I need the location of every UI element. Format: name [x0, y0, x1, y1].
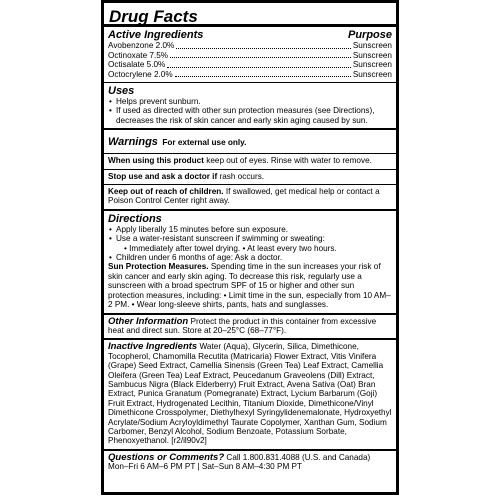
directions-children: • Children under 6 months of age: Ask a doctor. — [108, 253, 392, 262]
directions-sub-items: • Immediately after towel drying. • At least every two hours. — [124, 243, 337, 253]
when-using-section — [104, 154, 396, 169]
ingredient-name: Octocrylene 2.0% — [108, 69, 173, 79]
questions-line-1 — [108, 453, 392, 462]
stop-use-label: Stop use and ask a doctor if — [108, 171, 218, 181]
spm-text: Spending time in the sun increases your risk of skin cancer and early skin aging. To decrease this risk, regularly use a sunscreen with a broad spectrum SPF of 15 or higher and other sun protection measures, including: • Limit time in the sun, especially from 10 AM–2 PM. • Wear long-sleeve shirts, pants, hats and sunglasses. — [108, 262, 391, 310]
active-ingredients-section — [104, 27, 396, 83]
leader-dots — [175, 70, 351, 78]
ingredient-purpose: Sunscreen — [352, 50, 392, 60]
stop-use-text: rash occurs. — [217, 171, 265, 181]
directions-item: • Apply liberally 15 minutes before sun exposure. — [108, 225, 392, 234]
questions-phone: Call 1.800.831.4088 (U.S. and Canada) — [224, 452, 371, 462]
ingredient-name: Avobenzone 2.0% — [108, 41, 175, 50]
leader-dots — [176, 41, 351, 49]
questions-hours: Mon–Fri 6 AM–6 PM PT | Sat–Sun 8 AM–4:30 PM PT — [108, 462, 303, 472]
ingredient-row — [108, 51, 392, 61]
questions-section — [104, 451, 396, 475]
warnings-section — [104, 130, 396, 154]
active-ingredients-heading: Active Ingredients — [108, 29, 204, 41]
when-using-label: When using this product — [108, 156, 204, 166]
ingredient-purpose: Sunscreen — [352, 41, 392, 50]
uses-heading: Uses — [108, 85, 135, 97]
uses-item: • If used as directed with other sun protection measures (see Directions), decreases the risk of skin cancer and early skin aging caused by sun. — [108, 106, 392, 125]
keep-out-label: Keep out of reach of children. — [108, 187, 224, 197]
directions-heading: Directions — [108, 212, 162, 225]
other-information-text: Protect the product in this container from excessive heat and direct sun. Store at 20–25°C (68–77°F). — [108, 316, 377, 335]
ingredient-row — [108, 70, 392, 80]
inactive-ingredients-section — [104, 340, 396, 450]
other-information-heading: Other Information — [108, 315, 189, 327]
drug-facts-title: Drug Facts — [104, 3, 396, 27]
other-information — [108, 317, 392, 336]
ingredient-name: Octinoxate 7.5% — [108, 50, 169, 60]
directions-section — [104, 211, 396, 315]
directions-item: • Use a water-resistant sunscreen if swimming or sweating: — [108, 234, 392, 243]
questions-heading: Questions or Comments? — [108, 451, 225, 463]
inactive-ingredients — [108, 342, 392, 445]
keep-out-text: If swallowed, get medical help or contact a Poison Control Center right away. — [108, 187, 380, 206]
warnings-heading: Warnings — [108, 136, 158, 149]
ingredient-row — [108, 60, 392, 70]
keep-out-section — [104, 185, 396, 211]
uses-section — [104, 83, 396, 130]
active-ingredients-header — [108, 29, 392, 41]
inactive-ingredients-heading: Inactive Ingredients — [108, 341, 198, 353]
ingredient-purpose: Sunscreen — [352, 69, 392, 79]
ingredient-row — [108, 41, 392, 51]
stop-use-section — [104, 170, 396, 185]
other-information-section — [104, 315, 396, 341]
warnings-heading-tail: For external use only. — [162, 138, 247, 148]
leader-dots — [170, 51, 351, 59]
sun-protection-measures — [108, 262, 392, 309]
inactive-ingredients-text: Water (Aqua), Glycerin, Silica, Dimethicone, Tocopherol, Chamomilla Recutita (Matricaria) Flower Extract, Vitis Vinifera (Grape) Seed Extract, Camellia Sinensis (Green Tea) Leaf Extract, Camellia Oleifera (Green Tea) Leaf Extract, Peucedanum Graveolens (Dill) Extract, Sambucus Nigra (Black Elderberry) Fruit Extract, Avena Sativa (Oat) Bran Extract, Punica Granatum (Pomegranate) Extract, Lycium Barbarum (Goji) Fruit Extract, Hydrogenated Lecithin, Titanium Dioxide, Dimethicone/Vinyl Dimethicone Crosspolymer, Diethylhexyl Syringylidenemalonate, Hydroxyethyl Acrylate/Sodium Acryloyldimethyl Taurate Copolymer, Xanthan Gum, Sodium Carbomer, Benzyl Alcohol, Sodium Benzoate, Potassium Sorbate, Phenoxyethanol. [r2/il90v2] — [108, 342, 392, 446]
leader-dots — [167, 60, 351, 68]
purpose-heading: Purpose — [347, 29, 392, 41]
ingredient-name: Octisalate 5.0% — [108, 60, 166, 69]
drug-facts-panel — [101, 0, 399, 495]
uses-item: • Helps prevent sunburn. — [108, 97, 392, 106]
spm-label: Sun Protection Measures. — [108, 262, 209, 272]
when-using-text: keep out of eyes. Rinse with water to remove. — [203, 156, 372, 166]
ingredient-purpose: Sunscreen — [352, 60, 392, 69]
